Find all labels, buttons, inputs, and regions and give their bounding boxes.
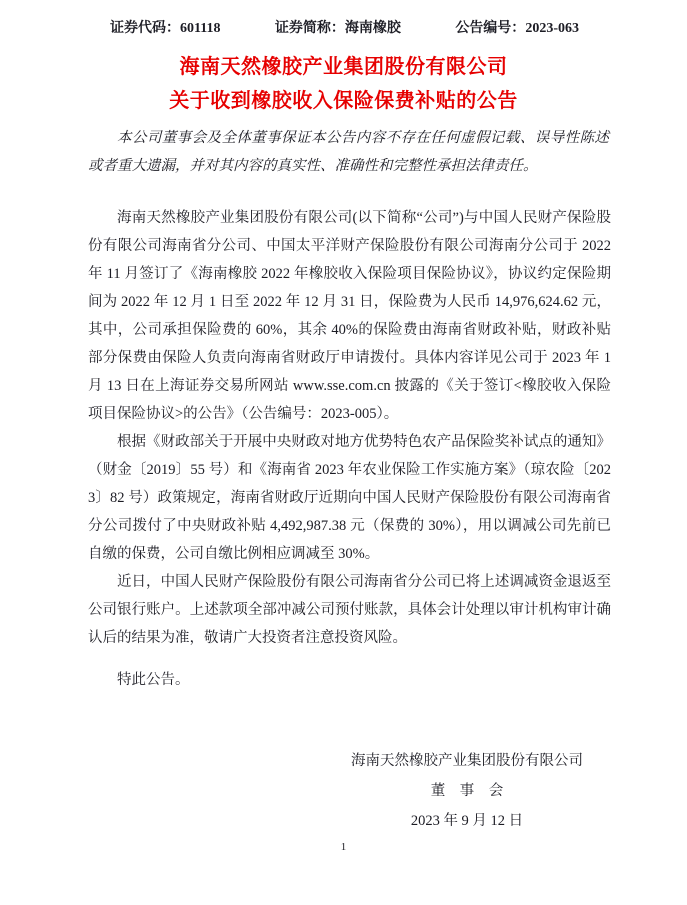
stock-name-label: 证券简称： (274, 21, 345, 36)
announcement-body (88, 204, 611, 652)
closing-text: 特此公告。 (117, 672, 190, 688)
announcement-number-value: 2023-063 (525, 21, 579, 36)
page-title: 海南天然橡胶产业集团股份有限公司 (179, 56, 508, 78)
announcement-number-label: 公告编号： (455, 21, 526, 36)
signature-block (351, 746, 583, 836)
body-paragraph: 海南天然橡胶产业集团股份有限公司(以下简称“公司”)与中国人民财产保险股份有限公司海南省分公司、中国太平洋财产保险股份有限公司海南分公司于 2022 年 11 月签订了《海南橡胶 2022 年橡胶收入保险项目保险协议》，协议约定保险期间为 2022 年 12 月 1 日至 2022 年 12 月 31 日，保险费为人民币 14,976,624.62 元，其中，公司承担保险费的 60%，其余 40%的保险费由海南省财政补贴，财政补贴部分保费由保险人负责向海南省财政厅申请拨付。具体内容详见公司于 2023 年 1 月 13 日在上海证券交易所网站 www.sse.com.cn 披露的《关于签订<橡胶收入保险项目保险协议>的公告》（公告编号：2023-005）。 (88, 210, 611, 422)
board-disclaimer-text: 本公司董事会及全体董事保证本公告内容不存在任何虚假记载、误导性陈述或者重大遗漏，并对其内容的真实性、准确性和完整性承担法律责任。 (88, 130, 609, 174)
signature-company: 海南天然橡胶产业集团股份有限公司 (351, 753, 583, 769)
page-number: 1 (340, 841, 347, 853)
stock-code (110, 20, 220, 38)
stock-name-value: 海南橡胶 (344, 21, 401, 36)
signature-date: 2023 年 9 月 12 日 (410, 813, 524, 829)
page-subtitle: 关于收到橡胶收入保险保费补贴的公告 (169, 90, 518, 112)
body-paragraph: 根据《财政部关于开展中央财政对地方优势特色农产品保险奖补试点的通知》（财金〔2019〕55 号）和《海南省 2023 年农业保险工作实施方案》（琼农险〔2023〕82 号）政策规定，海南省财政厅近期向中国人民财产保险股份有限公司海南省分公司拨付了中央财政补贴 4,492,987.38 元（保费的 30%），用以调减公司先前已自缴的保费，公司自缴比例相应调减至 30%。 (88, 434, 611, 562)
body-paragraph: 近日，中国人民财产保险股份有限公司海南省分公司已将上述调减资金退返至公司银行账户。上述款项全部冲减公司预付账款，具体会计处理以审计机构审计确认后的结果为准，敬请广大投资者注意投资风险。 (88, 574, 611, 646)
securities-header-row (110, 20, 579, 38)
stock-name (275, 20, 401, 38)
stock-code-value: 601118 (180, 21, 221, 36)
announcement-number (455, 20, 579, 38)
signature-board: 董 事 会 (430, 783, 504, 799)
stock-code-label: 证券代码： (110, 21, 180, 36)
